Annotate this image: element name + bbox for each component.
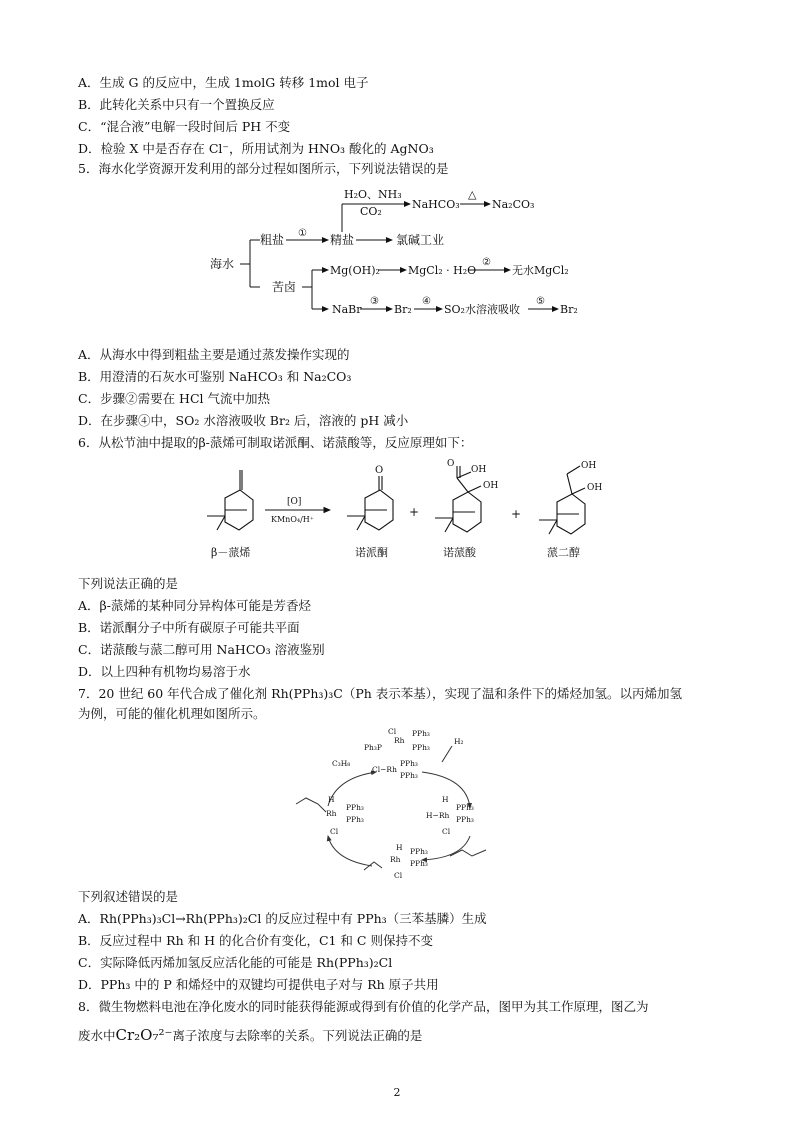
q7-option-c: C．实际降低丙烯加氢反应活化能的可能是 Rh(PPh₃)₂Cl [78, 955, 393, 970]
mid-pph3-1: PPh₃ [400, 759, 418, 768]
q5-stem: 5．海水化学资源开发利用的部分过程如图所示，下列说法错误的是 [78, 161, 449, 176]
top-cl: Cl [388, 727, 397, 736]
page-number: 2 [393, 1086, 401, 1099]
left-cl: Cl [330, 827, 339, 836]
q6-option-b: B．诺派酮分子中所有碳原子可能共平面 [78, 620, 300, 635]
q8-stem-line1: 8．微生物燃料电池在净化废水的同时能获得能源或得到有价值的化学产品，图甲为其工作原理，图乙为 [78, 999, 649, 1014]
q7-option-a: A．Rh(PPh₃)₃Cl→Rh(PPh₃)₂Cl 的反应过程中有 PPh₃（三苯基膦）生成 [78, 911, 487, 926]
q5-option-c: C．步骤②需要在 HCl 气流中加热 [78, 391, 270, 406]
q7-stem-line2: 为例，可能的催化机理如图所示。 [78, 706, 266, 721]
right-h: H [442, 795, 449, 804]
diol-oh-1: OH [581, 461, 597, 471]
step-3-marker: ③ [370, 296, 379, 307]
plus-sign-1: + [409, 505, 420, 519]
left-pph3-2: PPh₃ [346, 815, 364, 824]
anhydrous-mgcl2-label: 无水MgCl₂ [512, 264, 569, 277]
q4-option-a: A．生成 G 的反应中，生成 1molG 转移 1mol 电子 [78, 75, 369, 90]
q7-intro: 下列叙述错误的是 [78, 889, 179, 904]
right-pph3-2: PPh₃ [456, 815, 474, 824]
top-pph3-1: PPh₃ [412, 729, 430, 738]
q7-option-d: D．PPh₃ 中的 P 和烯烃中的双键均可提供电子对与 Rh 原子共用 [78, 977, 439, 992]
mid-cl-rh: Cl−Rh [372, 765, 397, 774]
plus-sign-2: + [511, 507, 522, 521]
left-pph3-1: PPh₃ [346, 803, 364, 812]
bottom-pph3-2: PPh₃ [410, 859, 428, 868]
seawater-flow-diagram [210, 182, 590, 327]
bottom-rh: Rh [390, 855, 401, 864]
na2co3-label: Na₂CO₃ [492, 198, 535, 211]
bottom-h: H [396, 843, 403, 852]
mid-pph3-2: PPh₃ [400, 771, 418, 780]
reagents-h2o-nh3: H₂O、NH₃ [344, 188, 402, 201]
dichromate-ion: Cr₂O₇²⁻ [115, 1026, 173, 1044]
mgoh2-label: Mg(OH)₂ [330, 264, 380, 277]
right-pph3-1: PPh₃ [456, 803, 474, 812]
seawater-label: 海水 [210, 257, 235, 271]
catalytic-cycle-diagram [292, 726, 522, 886]
reagent-kmno4: KMnO₄/H⁺ [271, 515, 314, 524]
right-h-rh: H−Rh [426, 811, 450, 820]
bottom-cl: Cl [394, 871, 403, 880]
nabr-label: NaBr [332, 303, 362, 316]
diol-oh-2: OH [587, 483, 603, 493]
bittern-label: 苦卤 [272, 280, 297, 294]
acid-oh-1: OH [471, 465, 487, 475]
pinene-reaction-scheme [195, 458, 615, 570]
chlor-alkali-label: 氯碱工业 [396, 233, 445, 247]
nopinone-name: 诺派酮 [355, 546, 388, 559]
br2-label: Br₂ [394, 303, 412, 316]
q4-option-d: D．检验 X 中是否存在 Cl⁻，所用试剂为 HNO₃ 酸化的 AgNO₃ [78, 141, 434, 156]
mgcl2-hydrate-label: MgCl₂ · H₂O [408, 264, 477, 277]
q8-stem-line2 [78, 1026, 422, 1045]
refined-salt-label: 精盐 [330, 233, 355, 247]
q6-option-a: A．β-蒎烯的某种同分异构体可能是芳香烃 [78, 598, 311, 613]
q5-option-d: D．在步骤④中，SO₂ 水溶液吸收 Br₂ 后，溶液的 pH 减小 [78, 413, 409, 428]
right-cl: Cl [442, 827, 451, 836]
acid-carbonyl-o: O [447, 459, 455, 469]
step-4-marker: ④ [422, 296, 431, 307]
heat-symbol: △ [468, 188, 477, 201]
top-rh: Rh [394, 736, 405, 745]
so2-absorb-label: SO₂水溶液吸收 [444, 303, 520, 316]
q5-option-b: B．用澄清的石灰水可鉴别 NaHCO₃ 和 Na₂CO₃ [78, 369, 352, 384]
q6-option-d: D．以上四种有机物均易溶于水 [78, 664, 251, 679]
reagent-oxidant: [O] [287, 497, 302, 507]
acid-oh-2: OH [483, 481, 499, 491]
q7-stem-line1: 7．20 世纪 60 年代合成了催化剂 Rh(PPh₃)₃C（Ph 表示苯基），实现了温和条件下的烯烃加氢。以丙烯加氢 [78, 686, 683, 701]
reagent-co2: CO₂ [360, 205, 382, 218]
beta-pinene-name: β－蒎烯 [211, 546, 251, 559]
br2-final-label: Br₂ [560, 303, 578, 316]
left-rh: Rh [326, 809, 337, 818]
nahco3-label: NaHCO₃ [412, 198, 460, 211]
crude-salt-label: 粗盐 [260, 233, 285, 247]
step-5-marker: ⑤ [536, 296, 545, 307]
bottom-pph3-1: PPh₃ [410, 847, 428, 856]
q8-stem-pre: 废水中 [78, 1028, 116, 1043]
q4-option-c: C．“混合液”电解一段时间后 PH 不变 [78, 119, 291, 134]
q8-stem-post: 离子浓度与去除率的关系。下列说法正确的是 [172, 1028, 423, 1043]
pinanediol-name: 蒎二醇 [547, 546, 580, 559]
q6-stem: 6．从松节油中提取的β-蒎烯可制取诺派酮、诺蒎酸等，反应原理如下： [78, 435, 473, 450]
left-h: H [328, 795, 335, 804]
top-ph3p: Ph₃P [364, 743, 382, 752]
q7-option-b: B．反应过程中 Rh 和 H 的化合价有变化，C1 和 C 则保持不变 [78, 933, 433, 948]
top-pph3-2: PPh₃ [412, 743, 430, 752]
nopinone-o: O [375, 465, 384, 476]
q4-option-b: B．此转化关系中只有一个置换反应 [78, 97, 275, 112]
q6-option-c: C．诺蒎酸与蒎二醇可用 NaHCO₃ 溶液鉴别 [78, 642, 325, 657]
pinonic-acid-name: 诺蒎酸 [443, 546, 476, 559]
step-1-marker: ① [298, 228, 307, 239]
c3h8-label: C₃H₈ [332, 759, 351, 768]
q6-intro: 下列说法正确的是 [78, 576, 179, 591]
step-2-marker: ② [482, 257, 491, 268]
h2-label: H₂ [454, 737, 464, 746]
q5-option-a: A．从海水中得到粗盐主要是通过蒸发操作实现的 [78, 347, 350, 362]
